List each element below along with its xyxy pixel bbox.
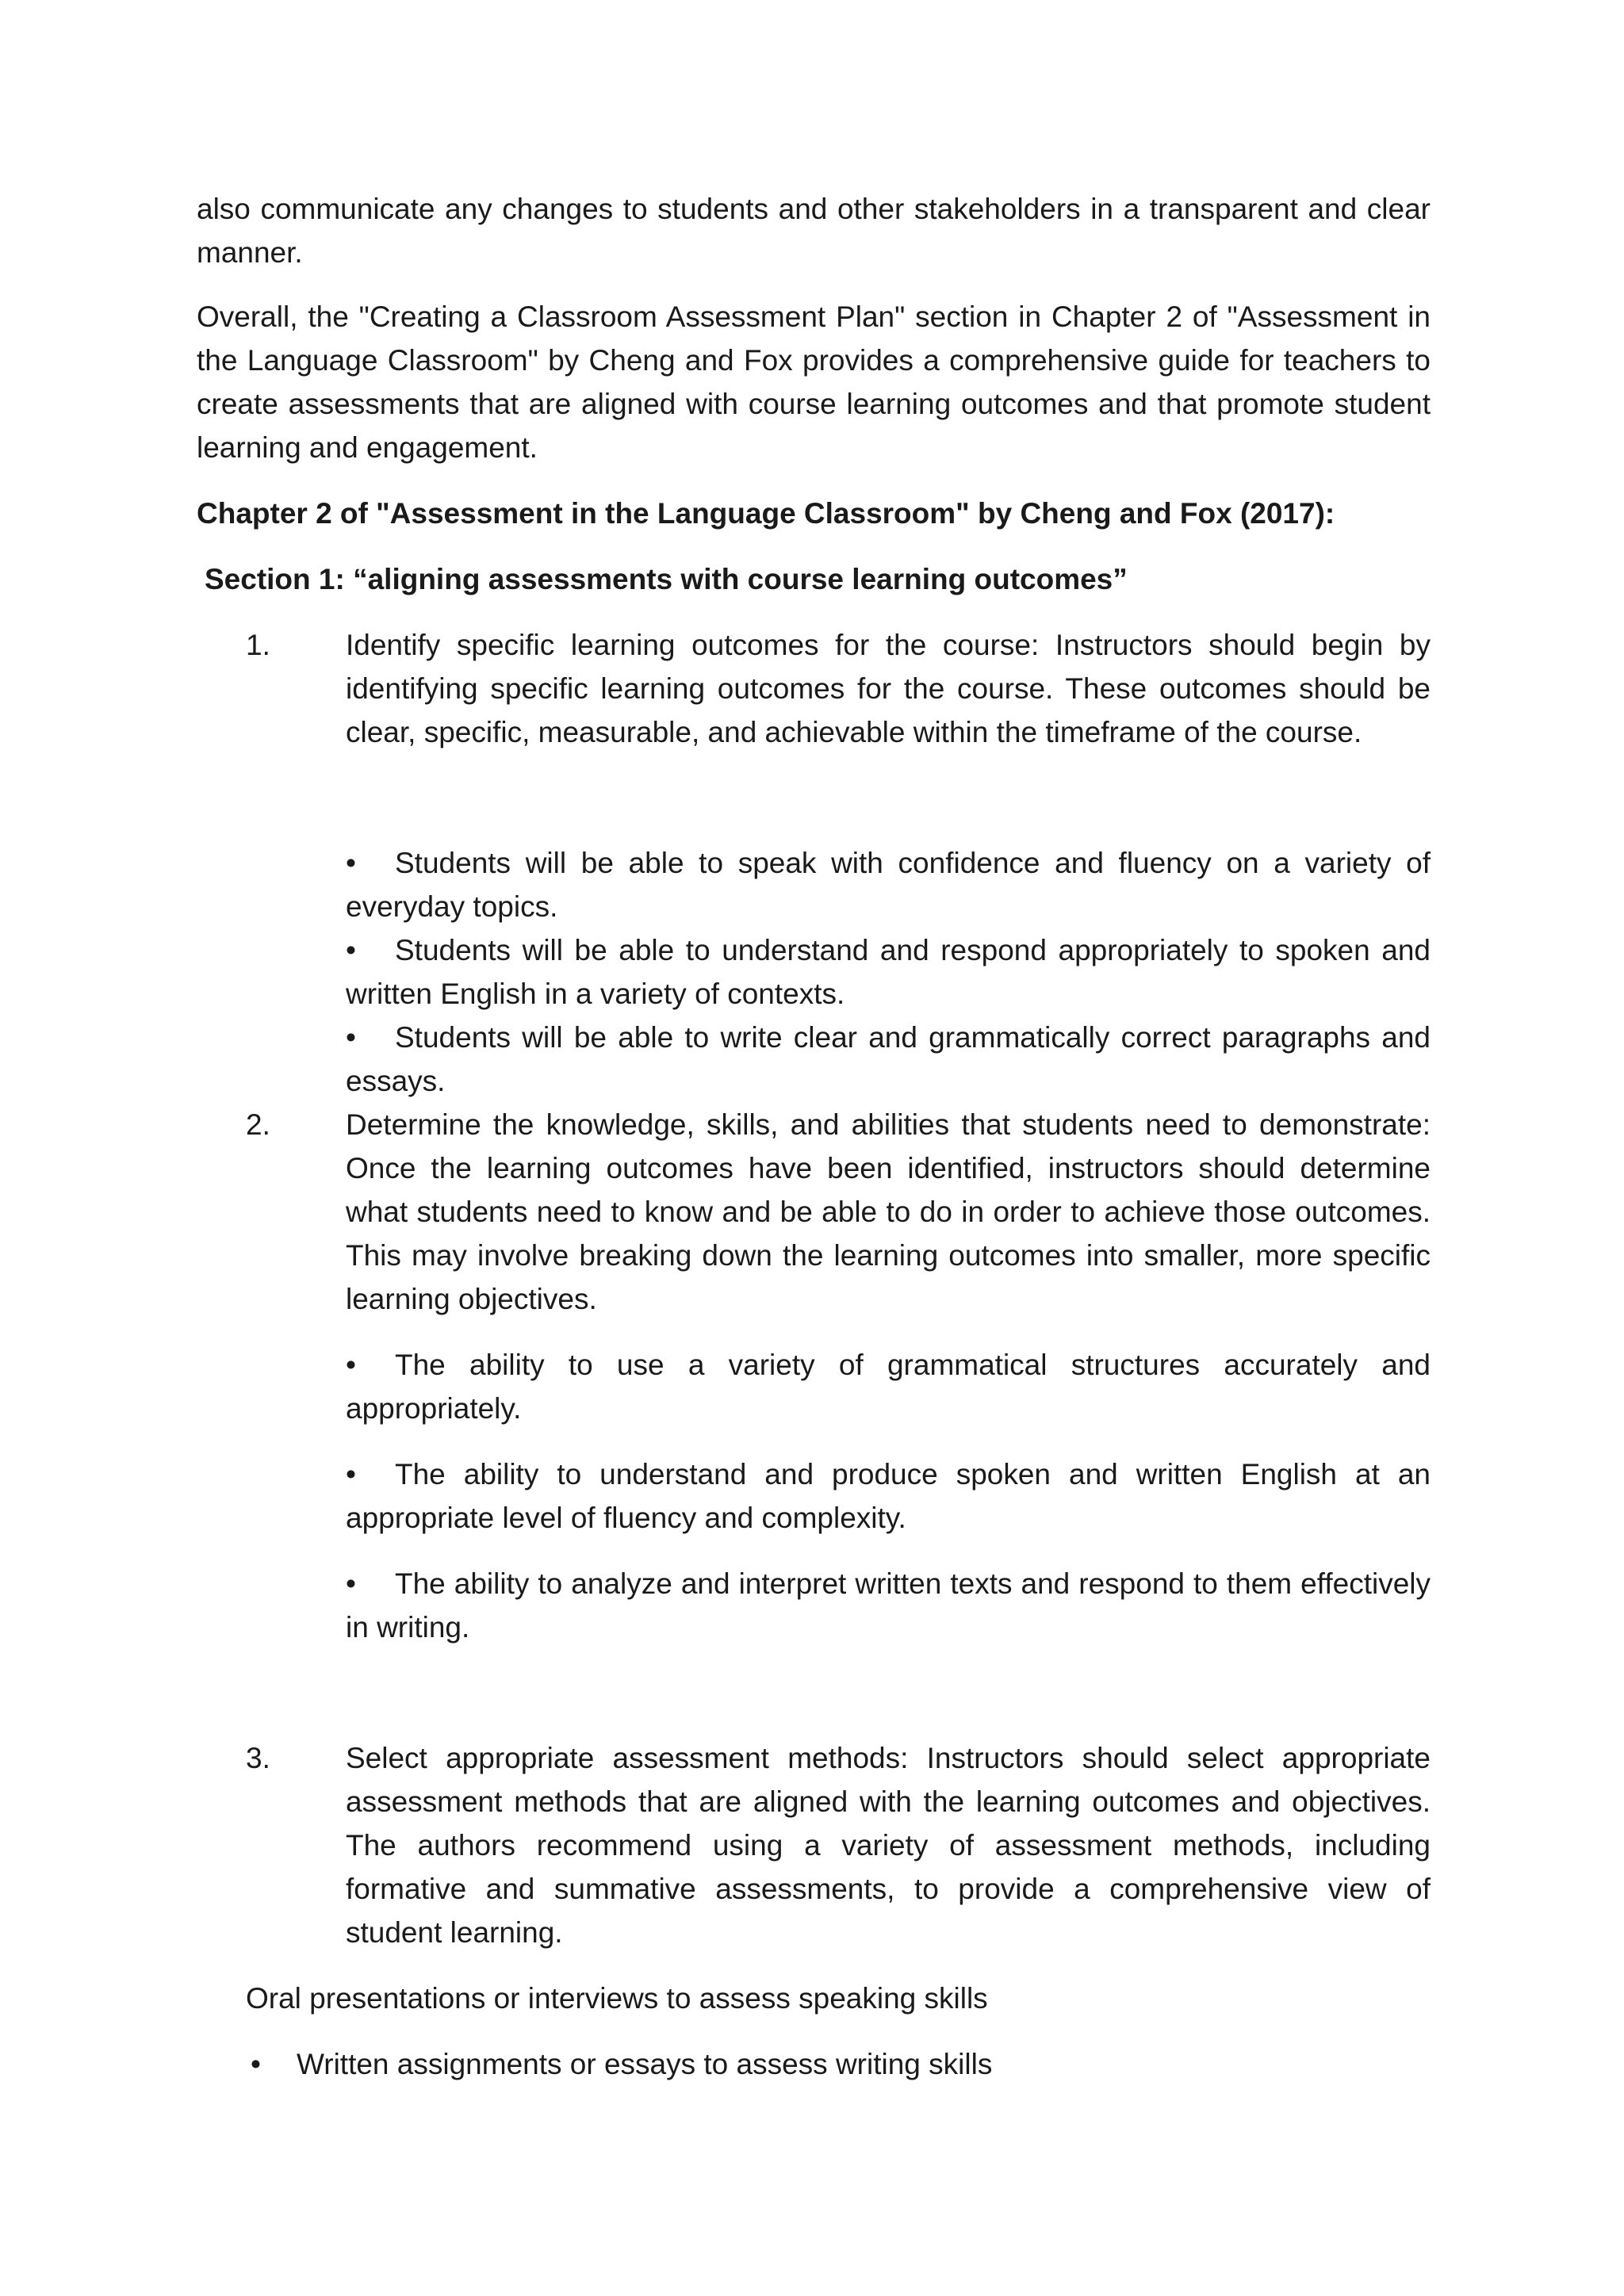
bullet-text: Students will be able to understand and respond appropriately to spoken and written English in a variety of contexts. (346, 934, 1431, 1010)
bullet-icon: • (346, 1458, 356, 1490)
bullet-item (197, 1562, 1431, 1649)
numbered-item (197, 1736, 1431, 1954)
bullet-item (197, 2042, 1431, 2086)
bullet-text: The ability to use a variety of grammatical structures accurately and appropriately. (346, 1349, 1431, 1425)
bullet-icon: • (251, 2048, 261, 2080)
chapter-heading: Chapter 2 of "Assessment in the Language Classroom" by Cheng and Fox (2017): (197, 497, 1335, 530)
bullet-text: The ability to analyze and interpret written texts and respond to them effectively in writing. (346, 1567, 1431, 1644)
bullet-item (197, 841, 1431, 928)
item-number: 3. (246, 1742, 270, 1774)
document-page (197, 187, 1431, 2086)
bullet-icon: • (346, 1349, 356, 1381)
assessment-method-written: Written assignments or essays to assess writing skills (297, 2048, 993, 2080)
numbered-item (197, 623, 1431, 754)
item-text: Determine the knowledge, skills, and abilities that students need to demonstrate: Once the learning outcomes have been identified, instructors should determine what students need to know and be able to do in order to achieve those outcomes. This may involve breaking down the learning outcomes into smaller, more specific learning objectives. (346, 1108, 1431, 1315)
section-heading: Section 1: “aligning assessments with course learning outcomes” (205, 563, 1128, 595)
assessment-method-oral: Oral presentations or interviews to assess speaking skills (246, 1982, 988, 2015)
bullet-text: The ability to understand and produce spoken and written English at an appropriate level of fluency and complexity. (346, 1458, 1431, 1534)
bullet-item (197, 1452, 1431, 1540)
paragraph-communicate-changes: also communicate any changes to students and other stakeholders in a transparent and clear manner. (197, 193, 1431, 269)
bullet-item (197, 928, 1431, 1016)
bullet-item (197, 1343, 1431, 1430)
bullet-icon: • (346, 1567, 356, 1600)
item-text: Identify specific learning outcomes for the course: Instructors should begin by identifying specific learning outcomes for the course. These outcomes should be clear, specific, measurable, and achievable within the timeframe of the course. (346, 629, 1431, 748)
paragraph-overall-summary: Overall, the "Creating a Classroom Assessment Plan" section in Chapter 2 of "Assessment in the Language Classroom" by Cheng and Fox provides a comprehensive guide for teachers to create assessments that are aligned with course learning outcomes and that promote student learning and engagement. (197, 300, 1431, 464)
bullet-icon: • (346, 847, 356, 879)
item-number: 2. (246, 1108, 270, 1141)
item-text: Select appropriate assessment methods: Instructors should select appropriate assessment methods that are aligned with the learning outcomes and objectives. The authors recommend using a variety of assessment methods, including formative and summative assessments, to provide a comprehensive view of student learning. (346, 1742, 1431, 1949)
bullet-item (197, 1016, 1431, 1103)
bullet-text: Students will be able to speak with confidence and fluency on a variety of everyday topics. (346, 847, 1431, 923)
numbered-item (197, 1103, 1431, 1321)
item-number: 1. (246, 629, 270, 661)
bullet-icon: • (346, 934, 356, 966)
bullet-text: Students will be able to write clear and grammatically correct paragraphs and essays. (346, 1021, 1431, 1097)
bullet-icon: • (346, 1021, 356, 1054)
